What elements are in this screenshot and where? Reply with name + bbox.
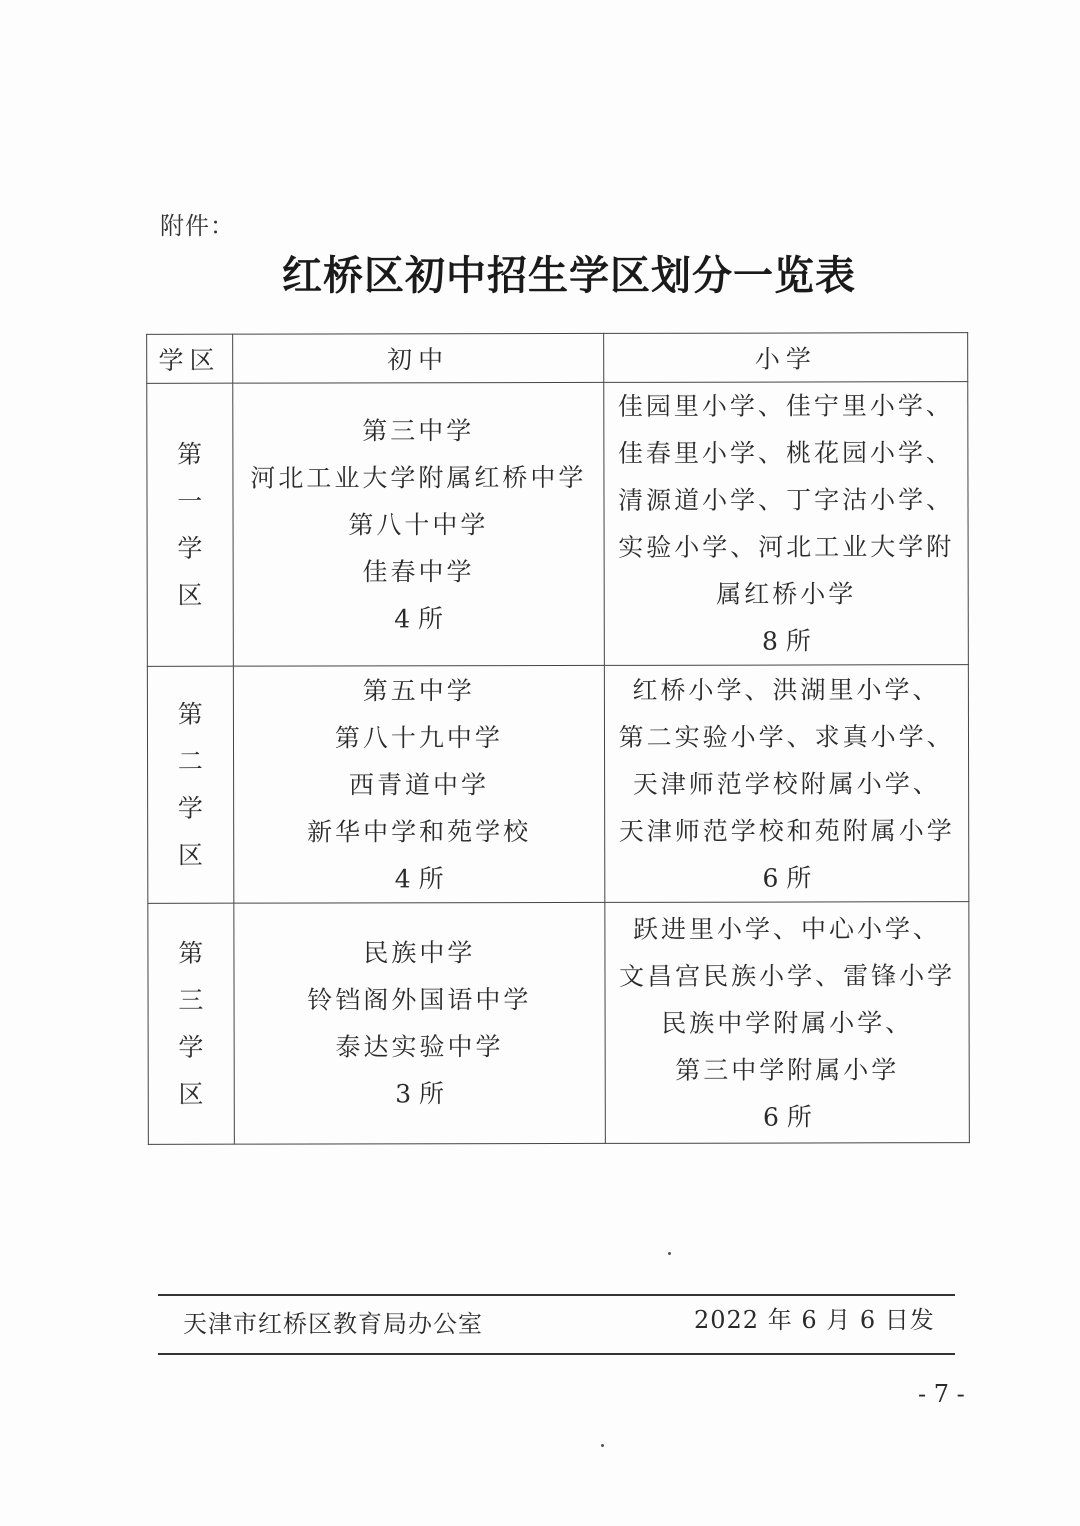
- scan-speck: [668, 1252, 671, 1255]
- primary-school-line: 第二实验小学、求真小学、: [618, 721, 955, 752]
- middle-school-name: 泰达实验中学: [335, 1032, 504, 1062]
- middle-school-name: 铃铛阁外国语中学: [307, 985, 532, 1015]
- primary-school-line: 第三中学附属小学: [675, 1054, 900, 1085]
- footer-bottom-rule: [158, 1353, 955, 1355]
- primary-school-count: 6 所: [762, 862, 812, 893]
- middle-school-name: 西青道中学: [348, 769, 490, 799]
- zone-cell: 第 三 学 区: [148, 903, 234, 1144]
- primary-school-line: 文昌宫民族小学、雷锋小学: [619, 960, 956, 991]
- primary-school-line: 清源道小学、丁字沽小学、: [618, 485, 955, 515]
- table-header-row: [147, 333, 968, 384]
- scan-speck: [601, 1444, 604, 1447]
- primary-school-line: 实验小学、河北工业大学附: [618, 532, 955, 562]
- middle-school-cell: [233, 665, 605, 903]
- primary-school-line: 民族中学附属小学、: [661, 1007, 914, 1038]
- issue-date: 2022 年 6 月 6 日发: [694, 1306, 935, 1334]
- primary-school-line: 属红桥小学: [716, 579, 857, 609]
- middle-school-count: 4 所: [394, 603, 444, 633]
- page-number: - 7 -: [918, 1380, 965, 1408]
- zone-cell: 第 二 学 区: [147, 666, 233, 903]
- primary-school-line: 天津师范学校和苑附属小学: [618, 815, 955, 846]
- primary-school-line: 跃进里小学、中心小学、: [632, 913, 942, 944]
- middle-school-count: 3 所: [395, 1079, 445, 1109]
- middle-school-name: 河北工业大学附属红桥中学: [250, 462, 587, 493]
- header-zone: 学区: [147, 334, 233, 383]
- table-row: [147, 382, 969, 667]
- middle-school-name: 新华中学和苑学校: [307, 816, 532, 847]
- document-title: 红桥区初中招生学区划分一览表: [282, 252, 856, 299]
- header-primary-school: 小学: [604, 333, 968, 383]
- issuing-office: 天津市红桥区教育局办公室: [183, 1310, 483, 1338]
- primary-school-line: 红桥小学、洪湖里小学、: [632, 674, 941, 705]
- primary-school-line: 佳园里小学、佳宁里小学、: [617, 391, 954, 421]
- middle-school-name: 第五中学: [362, 675, 475, 705]
- primary-school-count: 6 所: [762, 1101, 812, 1132]
- primary-school-line: 佳春里小学、桃花园小学、: [617, 438, 955, 468]
- middle-school-count: 4 所: [394, 863, 444, 893]
- primary-school-count: 8 所: [761, 626, 811, 656]
- primary-school-cell: [604, 382, 968, 666]
- header-middle-school: 初中: [232, 333, 604, 383]
- table-row: [147, 665, 968, 904]
- table-row: [148, 902, 970, 1145]
- footer-top-rule: [158, 1294, 955, 1296]
- middle-school-name: 民族中学: [363, 938, 476, 968]
- zone-cell: 第 一 学 区: [147, 383, 233, 666]
- primary-school-line: 天津师范学校附属小学、: [632, 768, 941, 799]
- school-district-table: [146, 332, 970, 1145]
- primary-school-cell: [605, 665, 969, 903]
- attachment-label: 附件：: [160, 212, 235, 240]
- middle-school-name: 佳春中学: [362, 556, 475, 586]
- middle-school-name: 第三中学: [362, 415, 475, 445]
- middle-school-cell: [233, 902, 605, 1144]
- middle-school-cell: [232, 382, 604, 666]
- middle-school-name: 第八十中学: [348, 509, 489, 539]
- primary-school-cell: [605, 902, 969, 1144]
- middle-school-name: 第八十九中学: [334, 722, 503, 752]
